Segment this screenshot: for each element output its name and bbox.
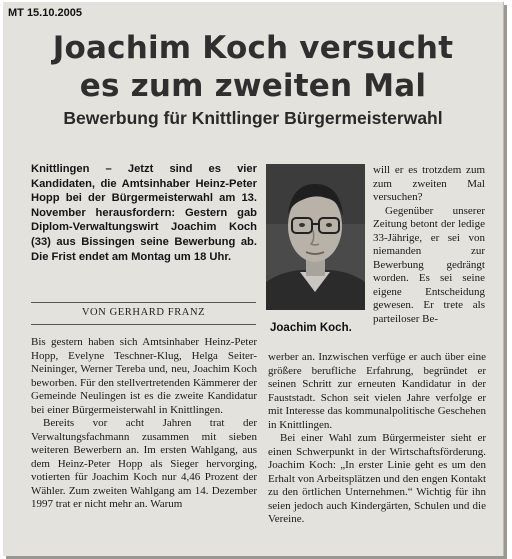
article-column-1: [31, 336, 257, 512]
newspaper-clipping: [3, 2, 504, 556]
dateline: MT 15.10.2005: [8, 7, 82, 19]
photo-caption: Joachim Koch.: [270, 322, 352, 334]
article-column-2-top: [373, 164, 485, 326]
lede-paragraph: Knittlingen – Jetzt sind es vier Kandidaten, die Amtsinhaber Heinz-Peter Hopp bei der Bürgermeisterwahl am 13. November herausfordern: Gestern gab Diplom-Verwaltungswirt Joachim Koch (33) aus Bissingen seine Bewerbung ab. Die Frist endet am Montag um 18 Uhr.: [31, 163, 257, 263]
portrait-illustration: [266, 164, 365, 310]
paragraph: werber an. Inzwischen verfüge er auch über eine größere berufliche Erfahrung, begründet er seinen Schritt zur erneuten Kandidatur in der Fauststadt. Schon seit vielen Jahre verfolge er mit Interesse das kommunalpolitische Geschehen in Knittlingen.: [268, 351, 486, 431]
paragraph: will er es trotzdem zum zum zweiten Mal versuchen?: [373, 164, 485, 203]
headline: [3, 29, 503, 105]
article-column-2-bottom: [268, 351, 486, 527]
paragraph: Bei einer Wahl zum Bürgermeister sieht er einen Schwerpunkt in der Wirtschaftsförderung. Joachim Koch: „In erster Linie geht es um den Erhalt von Arbeitsplätzen und den engen Kontakt zu den örtlichen Unternehmen.“ Wichtig für ihn seien jedoch auch Kindergärten, Schulen und die Vereine.: [268, 432, 486, 525]
paragraph: Bereits vor acht Jahren trat der Verwaltungsfachmann zusammen mit sieben weiteren Bewerbern an. Im ersten Wahlgang, aus dem Heinz-Peter Hopp als Sieger hervorging, votierten für Joachim Koch nur 4,46 Prozent der Wähler. Zum zweiten Wahlgang am 14. Dezember 1997 trat er nicht mehr an. Warum: [31, 417, 257, 510]
headline-line-2: es zum zweiten Mal: [79, 68, 427, 104]
byline-rule-bottom: [31, 324, 256, 325]
portrait-photo: [266, 164, 365, 310]
byline-rule-top: [31, 302, 256, 303]
byline: VON GERHARD FRANZ: [81, 307, 206, 318]
subheadline: Bewerbung für Knittlinger Bürgermeisterwahl: [63, 108, 443, 128]
paragraph: Bis gestern haben sich Amtsinhaber Heinz-Peter Hopp, Evelyne Teschner-Klug, Helga Seiter-Neininger, Werner Tereba und, neu, Joachim Koch beworben. Für den stellvertretenden Kämmerer der Gemeinde Neulingen ist es die zweite Kandidatur bei einer Bürgermeisterwahl in Knittlingen.: [31, 336, 257, 416]
headline-line-1: Joachim Koch versucht: [52, 30, 454, 66]
paragraph: Gegenüber unserer Zeitung betont der ledige 33-Jährige, er sei von niemanden zur Bewerbung gedrängt worden. Es sei seine eigene Entscheidung gewesen. Er trete als parteiloser Be-: [373, 204, 485, 325]
